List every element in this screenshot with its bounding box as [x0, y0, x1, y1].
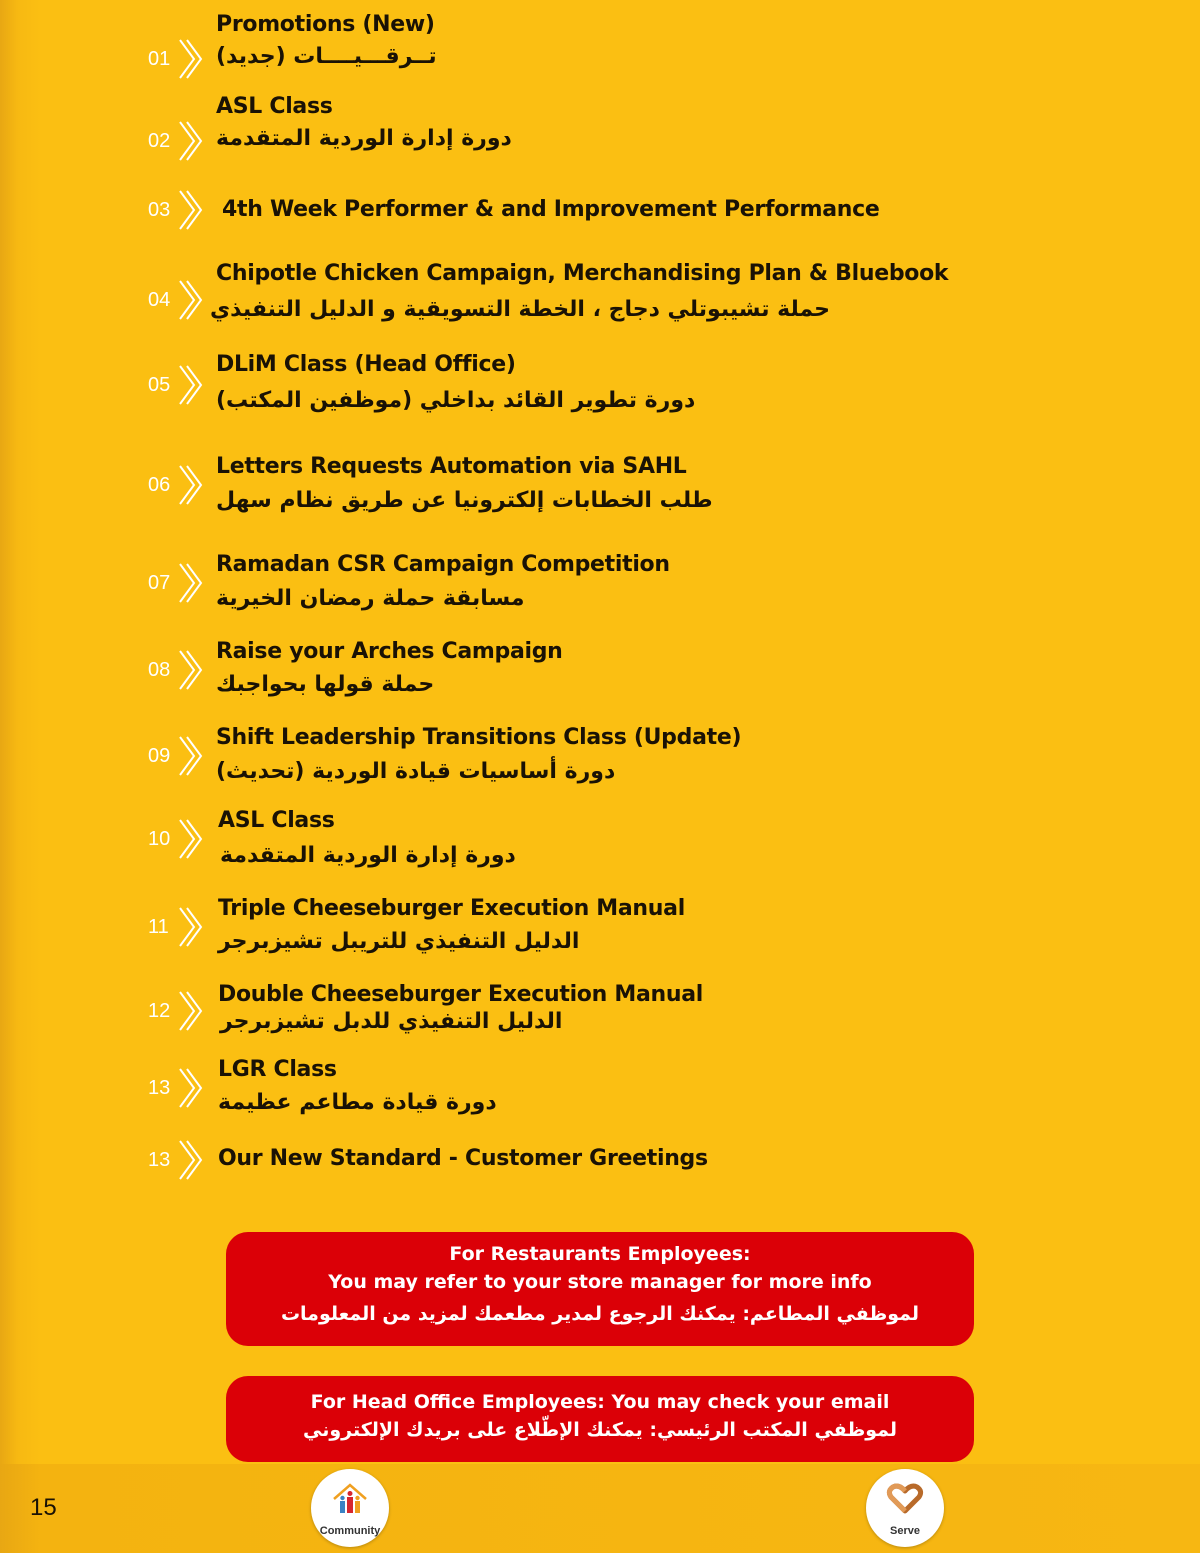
item-title-en: DLiM Class (Head Office) — [216, 352, 516, 377]
item-title-en: Ramadan CSR Campaign Competition — [216, 552, 670, 577]
item-title-en: 4th Week Performer & and Improvement Performance — [222, 197, 880, 222]
item-title-en: ASL Class — [218, 808, 335, 833]
page-number: 15 — [30, 1494, 57, 1521]
item-title-en: Our New Standard - Customer Greetings — [218, 1146, 708, 1171]
item-number: 09 — [148, 733, 208, 779]
item-title-ar: الدليل التنفيذي للتريبل تشيزبرجر — [218, 929, 580, 954]
chevron-double-icon — [176, 1065, 204, 1111]
item-number: 11 — [148, 904, 208, 950]
chevron-double-icon — [176, 988, 204, 1034]
item-title-en: Triple Cheeseburger Execution Manual — [218, 896, 685, 921]
item-title-en: Raise your Arches Campaign — [216, 639, 563, 664]
chevron-double-icon — [176, 277, 204, 323]
item-number: 07 — [148, 560, 208, 606]
item-title-ar: الدليل التنفيذي للدبل تشيزبرجر — [220, 1009, 563, 1034]
chevron-double-icon — [176, 1137, 204, 1183]
item-title-en: ASL Class — [216, 94, 333, 119]
item-title-en: Chipotle Chicken Campaign, Merchandising Plan & Bluebook — [216, 261, 949, 286]
community-badge — [311, 1469, 389, 1547]
item-title-ar: حملة قولها بحواجبك — [216, 672, 435, 697]
chevron-double-icon — [176, 118, 204, 164]
chevron-double-icon — [176, 187, 204, 233]
chevron-double-icon — [176, 904, 204, 950]
heart-hands-icon — [885, 1481, 925, 1517]
chevron-double-icon — [176, 647, 204, 693]
notice-line-ar: لموظفي المطاعم: يمكنك الرجوع لمدير مطعمك لمزيد من المعلومات — [280, 1303, 920, 1325]
item-title-ar: دورة قيادة مطاعم عظيمة — [218, 1090, 497, 1115]
item-title-ar: حملة تشيبوتلي دجاج ، الخطة التسويقية و الدليل التنفيذي — [210, 297, 831, 322]
badge-label: Community — [319, 1525, 381, 1537]
item-title-ar: دورة إدارة الوردية المتقدمة — [220, 843, 516, 868]
page-footer — [0, 1464, 1200, 1553]
item-title-ar: طلب الخطابات إلكترونيا عن طريق نظام سهل — [216, 488, 713, 513]
item-title-ar: دورة أساسيات قيادة الوردية (تحديث) — [216, 759, 616, 784]
item-number: 13 — [148, 1137, 208, 1183]
item-title-ar: دورة إدارة الوردية المتقدمة — [216, 126, 512, 151]
item-title-en: Letters Requests Automation via SAHL — [216, 454, 687, 479]
item-number: 02 — [148, 118, 208, 164]
notice-line: You may refer to your store manager for more info — [328, 1271, 872, 1293]
item-number: 10 — [148, 816, 208, 862]
notice-line-ar: لموظفي المكتب الرئيسي: يمكنك الإطّلاع على بريدك الإلكتروني — [302, 1419, 898, 1441]
notice-line: For Restaurants Employees: — [449, 1243, 751, 1265]
chevron-double-icon — [176, 816, 204, 862]
notice-line: For Head Office Employees: You may check your email — [310, 1391, 890, 1413]
item-title-en: Promotions (New) — [216, 12, 435, 37]
item-number: 01 — [148, 36, 208, 82]
item-number: 08 — [148, 647, 208, 693]
item-number: 12 — [148, 988, 208, 1034]
item-title-ar: تــرقـــيــــات (جديد) — [216, 44, 437, 69]
item-number: 04 — [148, 277, 208, 323]
item-number: 03 — [148, 187, 208, 233]
item-title-en: Double Cheeseburger Execution Manual — [218, 982, 703, 1007]
item-number: 05 — [148, 362, 208, 408]
chevron-double-icon — [176, 462, 204, 508]
community-house-icon — [330, 1481, 370, 1517]
chevron-double-icon — [176, 733, 204, 779]
badge-label: Serve — [890, 1525, 920, 1537]
item-number: 13 — [148, 1065, 208, 1111]
item-title-en: LGR Class — [218, 1057, 337, 1082]
chevron-double-icon — [176, 362, 204, 408]
item-title-ar: دورة تطوير القائد بداخلي (موظفين المكتب) — [216, 388, 696, 413]
item-title-en: Shift Leadership Transitions Class (Update) — [216, 725, 742, 750]
item-number: 06 — [148, 462, 208, 508]
chevron-double-icon — [176, 560, 204, 606]
chevron-double-icon — [176, 36, 204, 82]
notice-head-office — [226, 1376, 974, 1462]
item-title-ar: مسابقة حملة رمضان الخيرية — [216, 586, 525, 611]
notice-restaurants — [226, 1232, 974, 1346]
serve-badge — [866, 1469, 944, 1547]
